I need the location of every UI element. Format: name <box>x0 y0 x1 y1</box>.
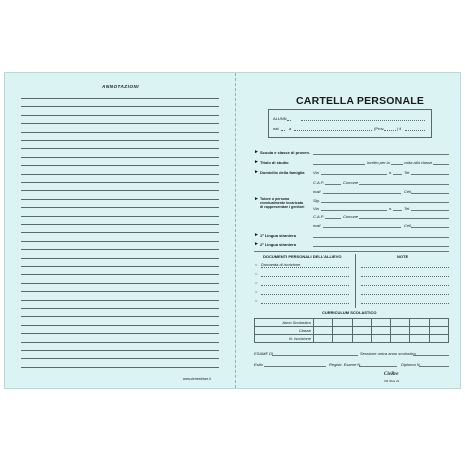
annotation-line <box>21 199 219 200</box>
annotation-line <box>21 241 219 242</box>
bullet: ► <box>254 149 259 155</box>
table-cell[interactable] <box>333 319 352 327</box>
alunn-label: ALUNN <box>273 116 287 121</box>
curriculum-table <box>254 318 449 343</box>
birthplace-line <box>294 130 372 131</box>
tutore-comune-label: Comune <box>343 214 359 219</box>
titolo-line <box>313 164 365 165</box>
table-cell[interactable] <box>371 327 390 335</box>
tutore-label-2: eventualmente incaricata <box>260 201 303 205</box>
table-cell[interactable] <box>314 319 333 327</box>
a-label: a <box>289 126 292 131</box>
prov-line <box>384 130 396 131</box>
mail-line <box>323 193 401 194</box>
annotation-line <box>21 325 219 326</box>
registr-line <box>359 366 397 367</box>
curriculum-row-label: Anno Scolastico <box>255 319 314 327</box>
esito-line <box>264 366 326 367</box>
lingua2-label: 2ª Lingua straniera <box>260 242 296 247</box>
bullet: ► <box>254 241 259 247</box>
titolo-label: Titolo di studio <box>260 160 289 165</box>
lingua1-label: 1ª Lingua straniera <box>260 233 296 238</box>
diploma-line <box>419 366 449 367</box>
annotation-line <box>21 266 219 267</box>
nat-label: nat <box>273 126 279 131</box>
tutore-via-line <box>321 210 387 211</box>
annotation-line <box>21 367 219 368</box>
annotation-line <box>21 350 219 351</box>
document-checkbox[interactable]: ○ <box>255 298 258 303</box>
cell-line <box>411 193 449 194</box>
fold-line <box>235 73 236 388</box>
bullet: ► <box>254 169 259 175</box>
annotation-line <box>21 308 219 309</box>
table-cell[interactable] <box>410 327 429 335</box>
tutore-label-3: di rappresentare i genitori <box>260 205 305 209</box>
tutore-mail-line <box>323 227 401 228</box>
iscritto-label: iscritto per la <box>367 160 390 165</box>
table-cell[interactable] <box>333 327 352 335</box>
via-label: Via <box>313 170 319 175</box>
volta-label: volta alla classe <box>404 160 433 165</box>
annotation-line <box>21 148 219 149</box>
annotation-line <box>21 140 219 141</box>
bullet: ► <box>254 196 259 202</box>
tutore-tel-line <box>411 210 449 211</box>
cell-label: Cell. <box>404 189 413 194</box>
alunn-suffix-line <box>287 120 291 121</box>
table-cell[interactable] <box>391 327 410 335</box>
cap-label: C.A.P. <box>313 180 325 185</box>
tutore-cell-label: Cell. <box>404 223 413 228</box>
tutore-cap-line <box>325 218 341 219</box>
annotation-line <box>21 165 219 166</box>
note-line <box>361 294 449 295</box>
mail-label: mail <box>313 189 321 194</box>
bullet: ► <box>254 232 259 238</box>
annotation-line <box>21 190 219 191</box>
annotation-line <box>21 283 219 284</box>
table-cell[interactable] <box>371 319 390 327</box>
registr-label: Registr. Esame N. <box>329 362 362 367</box>
table-cell[interactable] <box>429 335 448 343</box>
iscritto-line <box>391 164 403 165</box>
publisher-url: www.clerreeditore.it <box>183 377 211 381</box>
cap-line <box>325 184 341 185</box>
annotation-line <box>21 224 219 225</box>
document-checkbox[interactable]: ○ <box>255 280 258 285</box>
curriculum-title: CURRICULUM SCOLASTICO <box>322 310 377 315</box>
nat-suffix-line <box>281 130 285 131</box>
domicilio-label: Domicilio della famiglia <box>260 170 305 175</box>
table-row <box>255 319 449 327</box>
tutore-mail-label: mail <box>313 223 321 228</box>
document-line <box>261 276 349 277</box>
brand-logo: CieRre <box>384 372 399 377</box>
product-code: CR Sfus 21 <box>384 379 400 383</box>
annotation-line <box>21 333 219 334</box>
table-cell[interactable] <box>352 327 371 335</box>
annotazioni-title: ANNOTAZIONI <box>102 84 140 89</box>
annotation-line <box>21 182 219 183</box>
sig-line <box>321 202 449 203</box>
annotation-line <box>21 132 219 133</box>
tutore-cap-label: C.A.P. <box>313 214 325 219</box>
tutore-n-label: n. <box>389 206 393 211</box>
annotation-line <box>21 258 219 259</box>
document-item-label: Domanda di iscrizione <box>261 262 301 267</box>
annotation-line <box>21 123 219 124</box>
tel-label: Tel. <box>404 170 411 175</box>
bullet: ► <box>254 159 259 165</box>
birthdate-line <box>405 130 425 131</box>
sessione-label: Sessione unica anno scolastico <box>360 351 416 356</box>
document-checkbox[interactable]: ○ <box>255 289 258 294</box>
sig-label: Sig. <box>313 198 320 203</box>
classe-line <box>433 164 449 165</box>
table-cell[interactable] <box>352 319 371 327</box>
table-cell[interactable] <box>314 327 333 335</box>
table-cell[interactable] <box>410 319 429 327</box>
table-cell[interactable] <box>429 319 448 327</box>
table-cell[interactable] <box>333 335 352 343</box>
annotation-line <box>21 300 219 301</box>
n-line <box>393 174 402 175</box>
annotation-line <box>21 98 219 99</box>
comune-line <box>359 184 449 185</box>
prov-label: (Prov. <box>374 126 385 131</box>
tutore-n-line <box>393 210 402 211</box>
tutore-cell-line <box>411 227 449 228</box>
annotation-line <box>21 207 219 208</box>
table-row <box>255 327 449 335</box>
table-cell[interactable] <box>429 327 448 335</box>
table-cell[interactable] <box>314 335 333 343</box>
annotation-line <box>21 232 219 233</box>
annotation-line <box>21 157 219 158</box>
document-line <box>261 285 349 286</box>
lingua2-line <box>313 246 449 247</box>
curriculum-row-label: N. Iscrizione <box>255 335 314 343</box>
esito-label: Esito <box>254 362 263 367</box>
note-line <box>361 285 449 286</box>
scuola-line <box>313 154 449 155</box>
annotation-line <box>21 291 219 292</box>
document-checkbox[interactable]: ○ <box>255 262 258 267</box>
diploma-label: Diploma N. <box>401 362 421 367</box>
table-cell[interactable] <box>410 335 429 343</box>
comune-label: Comune <box>343 180 359 185</box>
documenti-title: DOCUMENTI PERSONALI DELL'ALLIEVO <box>263 254 342 259</box>
tel-line <box>411 174 449 175</box>
document-sheet <box>4 72 461 389</box>
student-box <box>268 109 432 138</box>
page-title: CARTELLA PERSONALE <box>296 95 425 107</box>
document-checkbox[interactable]: ○ <box>255 271 258 276</box>
scuola-label: Scuola e classe di proven. <box>260 150 311 155</box>
annotation-line <box>21 316 219 317</box>
note-line <box>361 303 449 304</box>
curriculum-row-label: Classe <box>255 327 314 335</box>
sessione-line <box>413 355 449 356</box>
annotation-line <box>21 274 219 275</box>
note-line <box>361 267 449 268</box>
tutore-comune-line <box>359 218 449 219</box>
table-cell[interactable] <box>371 335 390 343</box>
esame-label: ESAME DI <box>254 351 274 356</box>
annotation-line <box>21 106 219 107</box>
lingua1-line <box>313 237 449 238</box>
section-divider <box>254 251 449 252</box>
tutore-tel-label: Tel. <box>404 206 411 211</box>
note-title: NOTE <box>397 254 409 259</box>
via-line <box>321 174 387 175</box>
table-row <box>255 335 449 343</box>
annotation-line <box>21 115 219 116</box>
document-line <box>261 267 349 268</box>
annotation-line <box>21 174 219 175</box>
tutore-via-label: Via <box>313 206 319 211</box>
n-label: n. <box>389 170 393 175</box>
table-cell[interactable] <box>391 319 410 327</box>
note-line <box>361 276 449 277</box>
annotation-line <box>21 216 219 217</box>
tutore-label-1: Tutore o persona <box>260 197 290 201</box>
note-divider <box>355 254 356 308</box>
il-label: ) il <box>397 126 402 131</box>
esame-line <box>272 355 358 356</box>
annotation-line <box>21 358 219 359</box>
table-cell[interactable] <box>352 335 371 343</box>
document-line <box>261 294 349 295</box>
annotation-line <box>21 342 219 343</box>
alunn-line <box>301 120 425 121</box>
table-cell[interactable] <box>391 335 410 343</box>
document-line <box>261 303 349 304</box>
annotation-line <box>21 249 219 250</box>
